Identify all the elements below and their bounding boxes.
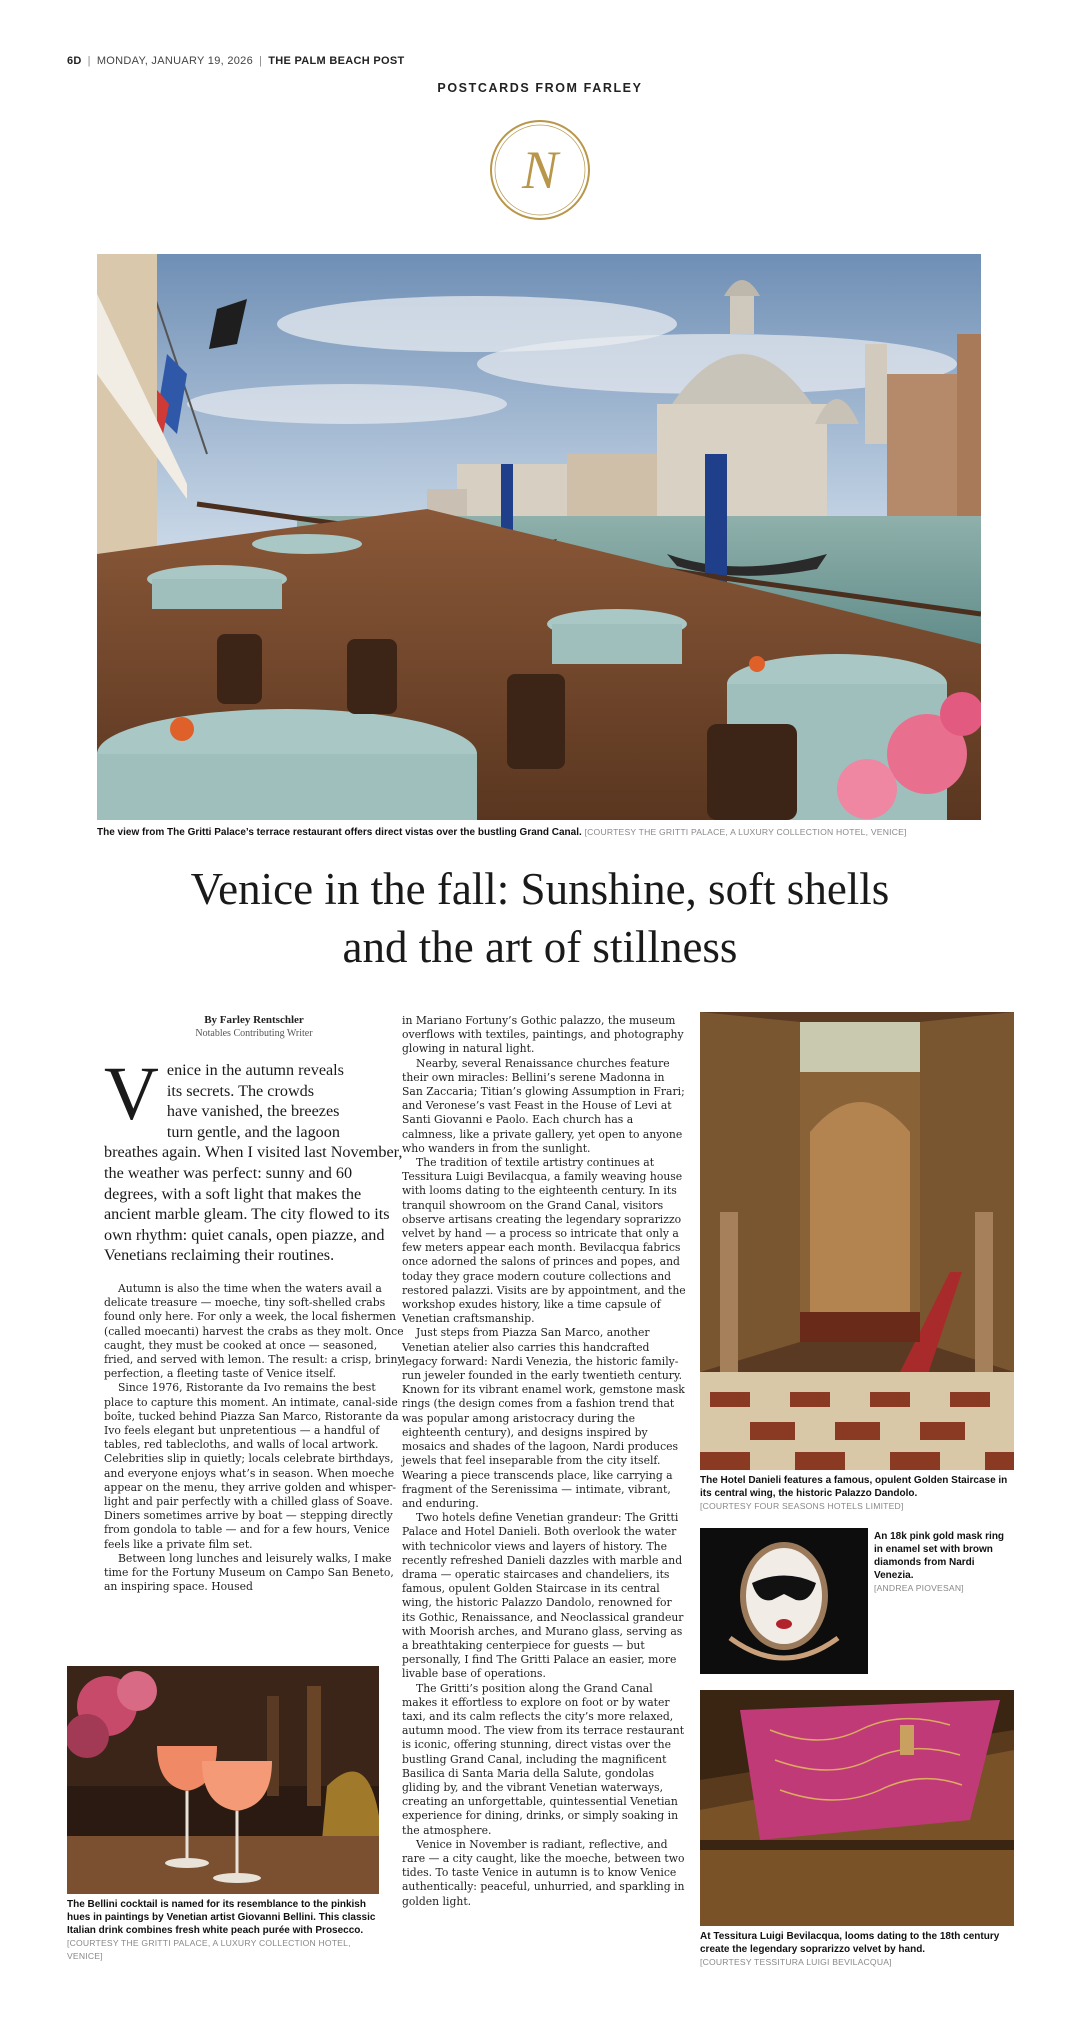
danieli-caption-text: The Hotel Danieli features a famous, opulent Golden Staircase in its central wing, the historic Palazzo Dandolo. [700, 1475, 1008, 1499]
ring-photo-credit: [ANDREA PIOVESAN] [874, 1583, 964, 1593]
hero-caption [97, 826, 997, 839]
danieli-photo-credit: [COURTESY FOUR SEASONS HOTELS LIMITED] [700, 1501, 904, 1511]
page-number: 6D [67, 55, 82, 67]
velvet-caption [700, 1930, 1018, 1969]
drop-cap: V [104, 1052, 159, 1136]
lede-line-4: turn gentle, and the lagoon [166, 1122, 340, 1141]
bellini-photo [67, 1666, 379, 1894]
article-headline [0, 860, 1080, 976]
velvet-loom-photo [700, 1690, 1014, 1926]
byline [104, 1014, 404, 1039]
logo-letter: N [521, 140, 559, 200]
notables-logo [488, 118, 592, 222]
paragraph: The Gritti’s position along the Grand Canal makes it effortless to explore on foot or by water taxi, and its calm reflects the city’s more relaxed, autumn mood. The view from its terrace restaurant is iconic, offering stunning, direct vistas over the bustling Grand Canal, including the magnificent Basilica di Santa Maria della Salute, gondolas gliding by, and the vibrant Venetian waterways, creating an unforgettable, quintessential Venetian experience for dining, drinks, or simply soaking in the atmosphere. [402, 1681, 685, 1837]
headline-line-2: and the art of stillness [342, 922, 738, 972]
author-name: By Farley Rentschler [204, 1014, 304, 1026]
article-column-1 [104, 1282, 404, 1594]
bellini-caption [67, 1898, 385, 1963]
ring-caption-text: An 18k pink gold mask ring in enamel set with brown diamonds from Nardi Venezia. [874, 1531, 1005, 1581]
section-title: POSTCARDS FROM FARLEY [437, 81, 643, 95]
paragraph: in Mariano Fortuny’s Gothic palazzo, the museum overflows with textiles, paintings, and photography glowing in natural light. [402, 1014, 684, 1056]
paragraph: Just steps from Piazza San Marco, another Venetian atelier also carries this handcrafted legacy forward: Nardi Venezia, the historic family-run jeweler founded in the early twentieth century. Known for its vibrant enamel work, gemstone mask rings (the design comes from a fashion trend that was popular among aristocracy during the eighteenth century), and designs inspired by mosaics and shades of the lagoon, Nardi produces jewels that feel inseparable from the city itself. Wearing a piece transcends place, like carrying a fragment of the Serenissima — intimate, vibrant, and enduring. [402, 1326, 685, 1510]
ring-caption [874, 1530, 1014, 1595]
paragraph: Nearby, several Renaissance churches feature their own miracles: Bellini’s serene Madonna in San Zaccaria; Titian’s glowing Assumption in Frari; and Veronese’s vast Feast in the House of Levi at Santi Giovanni e Paolo. Each church has a calmness, like a private gallery, yet open to anyone who wanders in from the sunlight. [402, 1056, 685, 1155]
lede-line-1: enice in the autumn reveals [166, 1061, 344, 1079]
lede-continuation: breathes again. When I visited last November, the weather was perfect: sunny and 60 degrees, with a soft light that makes the ancient marble gleam. The city flowed to its own rhythm: quiet canals, open piazze, and Venetians reclaiming their routines. [104, 1143, 403, 1265]
hero-photo-grand-canal [97, 254, 981, 820]
bellini-caption-text: The Bellini cocktail is named for its resemblance to the pinkish hues in paintings by Venetian artist Giovanni Bellini. This classic Italian drink combines fresh white peach purée with Prosecco. [67, 1899, 376, 1936]
page-folio: 6D | MONDAY, JANUARY 19, 2026 | THE PALM BEACH POST [67, 55, 405, 67]
velvet-photo-credit: [COURTESY TESSITURA LUIGI BEVILACQUA] [700, 1957, 892, 1967]
paragraph: Two hotels define Venetian grandeur: The Gritti Palace and Hotel Danieli. Both overlook the water with technicolor views and layers of history. The recently refreshed Danieli dazzles with marble and drama — operatic staircases and chandeliers, its famous, opulent Golden Staircase in its central wing, the historic Palazzo Dandolo, renowned for its Gothic, Renaissance, and Neoclassical grandeur with Moorish arches, and Murano glass, serving as a breathtaking centerpiece for guests — but personally, I find The Gritti Palace an easier, more livable base of operations. [402, 1511, 684, 1681]
lede-line-2: its secrets. The crowds [166, 1081, 315, 1100]
issue-date: MONDAY, JANUARY 19, 2026 [96, 55, 254, 67]
headline-line-1: Venice in the fall: Sunshine, soft shells [190, 864, 890, 914]
paragraph: Venice in November is radiant, reflective, and rare — a city caught, like the moeche, between two tides. To taste Venice in autumn is to know Venice authentically: peaceful, unhurried, and sparkling in golden light. [402, 1837, 685, 1908]
article-column-2 [402, 1014, 686, 1909]
hero-photo-credit: [COURTESY THE GRITTI PALACE, A LUXURY COLLECTION HOTEL, VENICE] [584, 827, 907, 837]
lede-line-3: have vanished, the breezes [166, 1102, 340, 1121]
paragraph: Autumn is also the time when the waters avail a delicate treasure — moeche, tiny soft-shelled crabs found only here. For only a week, the local fishermen (called moecanti) harvest the crabs as they molt. Once caught, they must be cooked at once — seasoned, fried, and served with lemon. The result: a crisp, briny perfection, a fleeting taste of Venice itself. [104, 1282, 404, 1381]
article-lede [104, 1052, 404, 1266]
velvet-caption-text: At Tessitura Luigi Bevilacqua, looms dating to the 18th century create the legendary soprarizzo velvet by hand. [700, 1931, 1000, 1955]
newspaper-name: THE PALM BEACH POST [268, 55, 405, 67]
paragraph: Since 1976, Ristorante da Ivo remains the best place to capture this moment. An intimate, canal-side boîte, tucked behind Piazza San Marco, Ristorante da Ivo feels elegant but unpretentious — a handful of tables, red tablecloths, and walls of local artwork. Celebrities slip in quietly; locals celebrate birthdays, and everyone enjoys what’s in season. When moeche appear on the menu, they arrive golden and whisper-light and pair perfectly with a chilled glass of Soave. Diners sometimes arrive by boat — stepping directly from gondola to table — and for a few hours, Venice feels like a private film set. [104, 1381, 399, 1551]
author-role: Notables Contributing Writer [195, 1028, 313, 1039]
danieli-caption [700, 1474, 1016, 1513]
bellini-photo-credit: [COURTESY THE GRITTI PALACE, A LUXURY COLLECTION HOTEL, VENICE] [67, 1938, 351, 1961]
paragraph: The tradition of textile artistry continues at Tessitura Luigi Bevilacqua, a family weaving house with looms dating to the eighteenth century. In its tranquil showroom on the Grand Canal, visitors observe artisans creating the legendary soprarizzo velvet by hand — a process so intricate that only a few meters appear each month. Bevilacqua fabrics once adorned the salons of princes and popes, and today they grace modern couture collections and restored palazzi. Visits are by appointment, and the workshop exudes history, like a time capsule of Venetian craftsmanship. [402, 1156, 686, 1326]
paragraph: Between long lunches and leisurely walks, I make time for the Fortuny Museum on Campo San Beneto, an inspiring space. Housed [104, 1551, 394, 1594]
hero-caption-text: The view from The Gritti Palace’s terrace restaurant offers direct vistas over the bustling Grand Canal. [97, 827, 582, 838]
hotel-danieli-photo [700, 1012, 1014, 1470]
mask-ring-photo [700, 1528, 868, 1674]
